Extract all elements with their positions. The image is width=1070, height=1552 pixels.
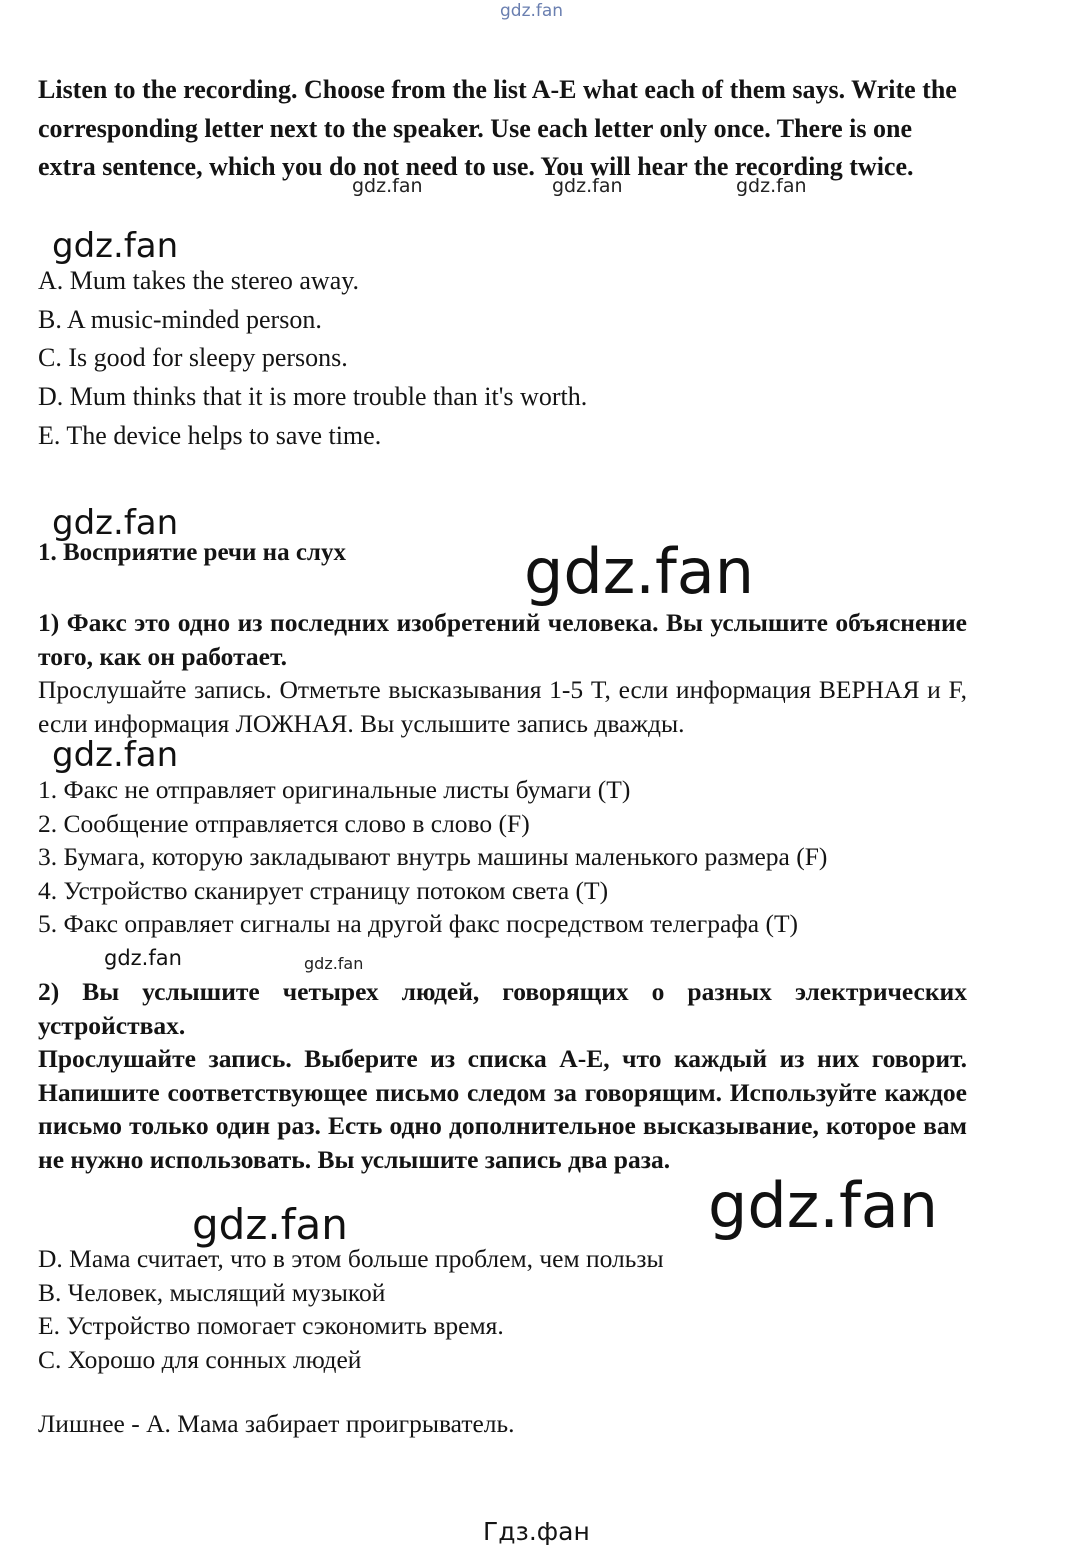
answer-d: D. Мама считает, что в этом больше проблем, чем пользы xyxy=(38,1244,664,1273)
part1-statements-list xyxy=(38,773,827,941)
part2-title: 2) Вы услышите четырех людей, говорящих о разных электрических устройствах. xyxy=(38,977,967,1040)
statement-1: 1. Факс не отправляет оригинальные листы бумаги (T) xyxy=(38,775,631,804)
footer-watermark: Гдз.фан xyxy=(483,1517,590,1546)
option-d: D. Mum thinks that it is more trouble than it's worth. xyxy=(38,382,588,412)
watermark: gdz.fan xyxy=(708,1169,939,1242)
option-b: B. A music-minded person. xyxy=(38,304,322,334)
watermark: gdz.fan xyxy=(104,946,182,970)
watermark: gdz.fan xyxy=(192,1200,348,1249)
part1-instruction: Прослушайте запись. Отметьте высказывания 1-5 T, если информация ВЕРНАЯ и F, если информация ЛОЖНАЯ. Вы услышите запись дважды. xyxy=(38,675,967,738)
watermark: gdz.fan xyxy=(524,535,755,608)
answer-b: B. Человек, мыслящий музыкой xyxy=(38,1277,386,1307)
answer-c: C. Хорошо для сонных людей xyxy=(38,1344,362,1374)
part2-answers-list xyxy=(38,1242,664,1376)
statement-4: 4. Устройство сканирует страницу потоком света (T) xyxy=(38,875,609,905)
watermark: gdz.fan xyxy=(52,503,179,543)
english-options-list xyxy=(38,262,587,456)
option-c: C. Is good for sleepy persons. xyxy=(38,343,348,373)
option-e: E. The device helps to save time. xyxy=(38,420,382,450)
part2-instruction: Прослушайте запись. Выберите из списка A-E, что каждый из них говорит. Напишите соответствующее письмо следом за говорящим. Используйте каждое письмо только один раз. Есть одно дополнительное высказывание, которое вам не нужно использовать. Вы услышите запись два раза. xyxy=(38,1044,967,1174)
statement-3: 3. Бумага, которую закладывают внутрь машины маленького размера (F) xyxy=(38,842,828,872)
option-a: A. Mum takes the stereo away. xyxy=(38,266,360,295)
section-heading: 1. Восприятие речи на слух xyxy=(38,539,346,566)
english-task-instruction: Listen to the recording. Choose from the list A-E what each of them says. Write the corresponding letter next to the speaker. Use each letter only once. There is one extra sentence, which you do not need to use. You will hear the recording twice. xyxy=(38,75,957,182)
watermark: gdz.fan xyxy=(736,175,807,197)
extra-sentence: Лишнее - A. Мама забирает проигрыватель. xyxy=(38,1409,515,1438)
watermark-top: gdz.fan xyxy=(500,1,564,21)
answer-e: E. Устройство помогает сэкономить время. xyxy=(38,1311,504,1341)
watermark: gdz.fan xyxy=(52,226,179,266)
watermark: gdz.fan xyxy=(304,954,364,973)
statement-5: 5. Факс оправляет сигналы на другой факс посредством телеграфа (T) xyxy=(38,909,799,939)
watermark: gdz.fan xyxy=(52,735,179,775)
watermark: gdz.fan xyxy=(552,175,623,197)
part1-title: 1) Факс это одно из последних изобретений человека. Вы услышите объяснение того, как он работает. xyxy=(38,608,967,671)
statement-2: 2. Сообщение отправляется слово в слово (F) xyxy=(38,808,530,838)
watermark: gdz.fan xyxy=(352,175,423,197)
